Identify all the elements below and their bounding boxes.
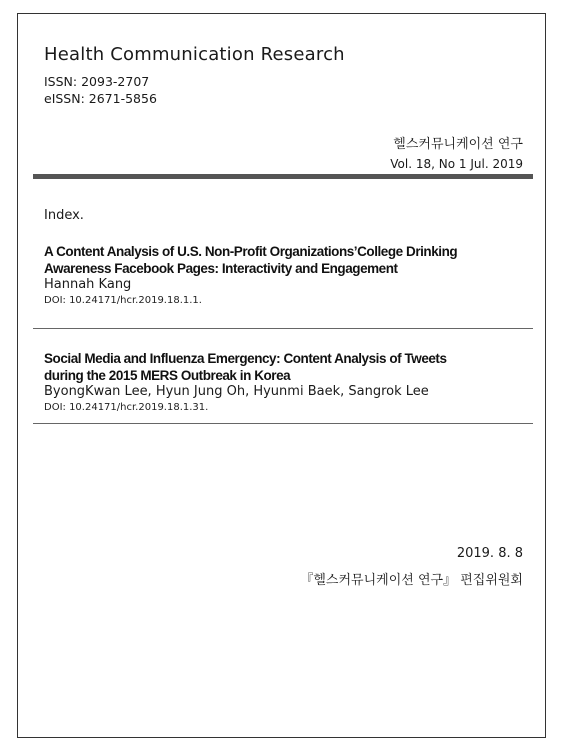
article-authors: ByongKwan Lee, Hyun Jung Oh, Hyunmi Baek, Sangrok Lee [44,384,429,399]
article-entry [44,243,524,308]
article-title[interactable] [44,350,524,384]
eissn: eISSN: 2671-5856 [44,91,157,106]
article-title-line: A Content Analysis of U.S. Non-Profit Organizations’College Drinking [44,244,458,259]
issn-block [44,73,157,107]
index-label: Index. [44,208,84,223]
volume-info: Vol. 18, No 1 Jul. 2019 [390,157,523,171]
article-divider [33,423,533,424]
article-title-line: during the 2015 MERS Outbreak in Korea [44,368,291,383]
journal-title: Health Communication Research [44,44,345,65]
article-title[interactable] [44,243,524,277]
article-doi[interactable]: DOI: 10.24171/hcr.2019.18.1.31. [44,402,209,413]
article-doi[interactable]: DOI: 10.24171/hcr.2019.18.1.1. [44,295,202,306]
korean-journal-title: 헬스커뮤니케이션 연구 [393,137,523,152]
signature-date: 2019. 8. 8 [456,546,523,561]
article-entry [44,350,524,415]
article-divider [33,328,533,329]
issn: ISSN: 2093-2707 [44,74,150,89]
header-divider [33,174,533,179]
article-title-line: Social Media and Influenza Emergency: Content Analysis of Tweets [44,351,447,366]
article-authors: Hannah Kang [44,277,132,292]
editorial-committee: 『헬스커뮤니케이션 연구』 편집위원회 [300,573,523,588]
article-title-line: Awareness Facebook Pages: Interactivity and Engagement [44,261,398,276]
